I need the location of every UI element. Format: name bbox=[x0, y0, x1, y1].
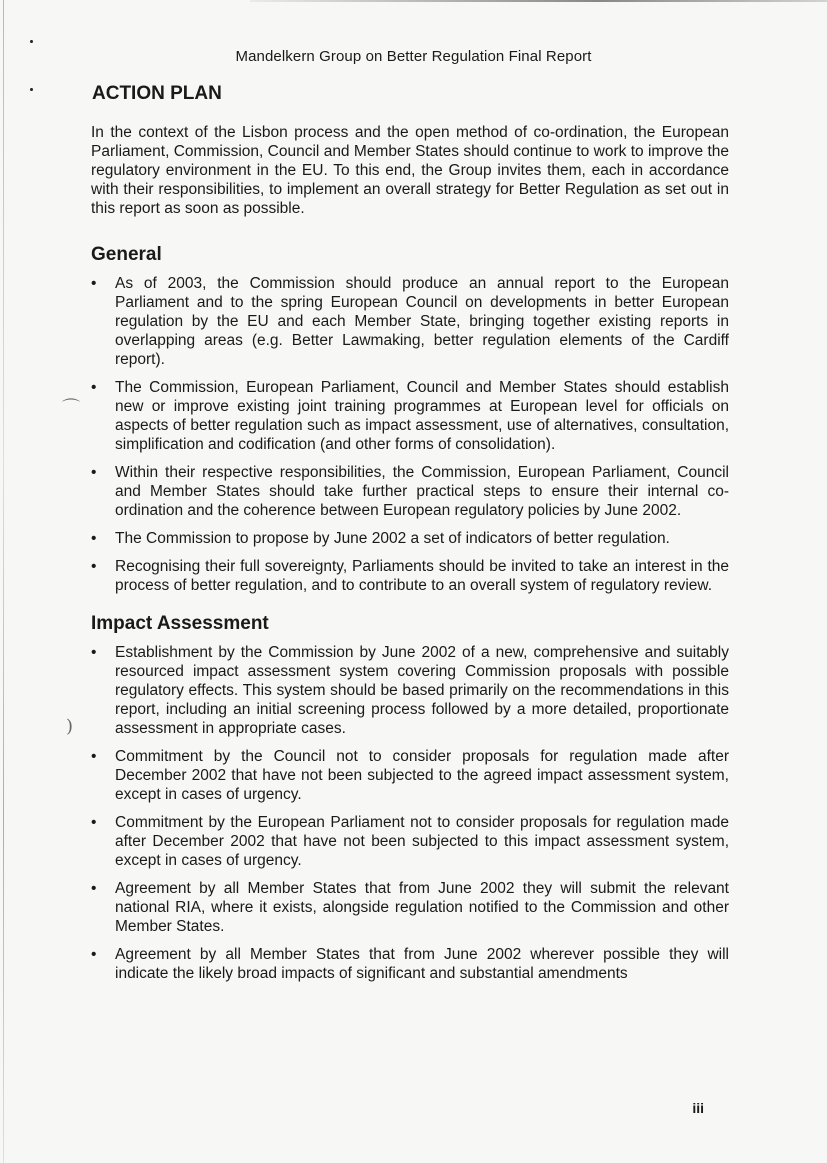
list-item-text: Recognising their full sovereignty, Parliaments should be invited to take an interest in the process of better regulation, and to contribute to an overall system of regulatory review. bbox=[115, 558, 729, 594]
bullet-icon: • bbox=[91, 275, 97, 292]
punch-mark bbox=[30, 40, 33, 43]
list-item-text: As of 2003, the Commission should produce an annual report to the European Parliament and to the spring European Council on developments in better European regulation by the EU and each Member State, bringing together existing reports in overlapping areas (e.g. Better Lawmaking, better regulation elements of the Cardiff report). bbox=[115, 275, 729, 368]
page-title: ACTION PLAN bbox=[92, 83, 222, 104]
bullet-icon: • bbox=[91, 558, 97, 575]
list-item bbox=[91, 643, 729, 738]
scan-edge-left bbox=[3, 0, 4, 1163]
list-item-text: Commitment by the Council not to consider proposals for regulation made after December 2002 that have not been subjected to the agreed impact assessment system, except in cases of urgency. bbox=[115, 748, 729, 803]
bullet-icon: • bbox=[91, 379, 97, 396]
punch-mark bbox=[30, 88, 33, 91]
list-item-text: The Commission to propose by June 2002 a set of indicators of better regulation. bbox=[115, 530, 670, 547]
bullet-icon: • bbox=[91, 946, 97, 963]
list-item-text: Agreement by all Member States that from June 2002 wherever possible they will indicate the likely broad impacts of significant and substantial amendments bbox=[115, 946, 729, 982]
bullet-list-general bbox=[91, 274, 729, 595]
list-item bbox=[91, 378, 729, 454]
list-item bbox=[91, 879, 729, 936]
list-item-text: Establishment by the Commission by June 2002 of a new, comprehensive and suitably resourced impact assessment system covering Commission proposals with possible regulatory effects. This system should be based primarily on the recommendations in this report, including an initial screening process followed by a more detailed, proportionate assessment in appropriate cases. bbox=[115, 644, 729, 737]
margin-scribble: ) bbox=[66, 716, 74, 737]
bullet-icon: • bbox=[91, 880, 97, 897]
page-number: iii bbox=[692, 1100, 704, 1116]
list-item bbox=[91, 813, 729, 870]
scan-edge-top bbox=[250, 0, 827, 2]
bullet-list-impact-assessment bbox=[91, 643, 729, 983]
section-heading-general: General bbox=[91, 244, 162, 265]
margin-scribble: ⌒ bbox=[62, 398, 80, 419]
bullet-icon: • bbox=[91, 530, 97, 547]
document-body bbox=[91, 83, 729, 992]
running-header: Mandelkern Group on Better Regulation Final Report bbox=[235, 48, 592, 65]
bullet-icon: • bbox=[91, 814, 97, 831]
section-heading-impact-assessment: Impact Assessment bbox=[91, 613, 269, 634]
intro-paragraph: In the context of the Lisbon process and the open method of co-ordination, the European Parliament, Commission, Council and Member States should continue to work to improve the regulatory environment in the EU. To this end, the Group invites them, each in accordance with their responsibilities, to implement an overall strategy for Better Regulation as set out in this report as soon as possible. bbox=[91, 124, 729, 217]
list-item-text: Agreement by all Member States that from June 2002 they will submit the relevant national RIA, where it exists, alongside regulation notified to the Commission and other Member States. bbox=[115, 880, 729, 935]
list-item-text: The Commission, European Parliament, Council and Member States should establish new or improve existing joint training programmes at European level for officials on aspects of better regulation such as impact assessment, use of alternatives, consultation, simplification and codification (and other forms of consolidation). bbox=[115, 379, 729, 453]
bullet-icon: • bbox=[91, 464, 97, 481]
list-item-text: Commitment by the European Parliament not to consider proposals for regulation made after December 2002 that have not been subjected to this impact assessment system, except in cases of urgency. bbox=[115, 814, 729, 869]
list-item bbox=[91, 557, 729, 595]
list-item-text: Within their respective responsibilities, the Commission, European Parliament, Council and Member States should take further practical steps to ensure their internal co-ordination and the coherence between European regulatory policies by June 2002. bbox=[115, 464, 729, 519]
bullet-icon: • bbox=[91, 644, 97, 661]
list-item bbox=[91, 747, 729, 804]
bullet-icon: • bbox=[91, 748, 97, 765]
list-item bbox=[91, 463, 729, 520]
list-item bbox=[91, 274, 729, 369]
list-item bbox=[91, 945, 729, 983]
list-item bbox=[91, 529, 729, 548]
